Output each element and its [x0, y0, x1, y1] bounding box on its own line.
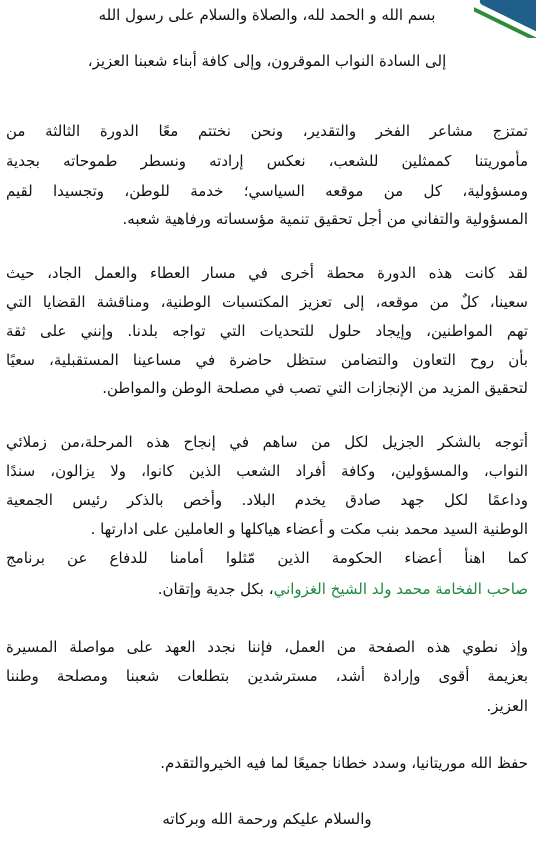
address-line: إلى السادة النواب الموقرون، وإلى كافة أبناء شعبنا العزيز،: [87, 52, 447, 70]
paragraph-1-line-4: المسؤولية والتفاني من أجل تحقيق تنمية مؤسساته ورفاهية شعبه.: [122, 210, 528, 228]
paragraph-3-line-5: كما اهنأ أعضاء الحكومة الذين مّثلوا أمامنا للدفاع عن برنامج: [6, 549, 528, 567]
paragraph-1-line-1: تمتزج مشاعر الفخر والتقدير، ونحن نختتم معًا الدورة الثالثة من: [6, 122, 528, 140]
paragraph-4-line-3: العزيز.: [486, 697, 528, 715]
basmala-line: بسم الله و الحمد لله، والصلاة والسلام على رسول الله: [98, 6, 436, 24]
paragraph-1-line-3: ومسؤولية، كل من موقعه السياسي؛ خدمة للوطن، وتجسيدا لقيم: [6, 182, 528, 200]
paragraph-3-line-1: أتوجه بالشكر الجزيل لكل من ساهم في إنجاح هذه المرحلة،من زملائي: [6, 433, 528, 451]
paragraph-3-line-6-rest: ، بكل جدية وإتقان.: [157, 580, 274, 598]
paragraph-3-line-4: الوطنية السيد محمد بنب مكت و أعضاء هياكلها و العاملين على ادارتها .: [90, 520, 528, 538]
closing-salutation: والسلام عليكم ورحمة الله وبركاته: [162, 810, 372, 828]
paragraph-4-line-1: وإذ نطوي هذه الصفحة من العمل، فإننا نجدد العهد على مواصلة المسيرة: [6, 638, 528, 656]
paragraph-3-line-6: [6, 578, 528, 602]
president-name: صاحب الفخامة محمد ولد الشيخ الغزواني: [273, 580, 528, 598]
paragraph-4-line-2: بعزيمة أقوى وإرادة أشد، مسترشدين بتطلعات شعبنا ومصلحة وطننا: [6, 667, 528, 685]
paragraph-2-line-5: لتحقيق المزيد من الإنجازات التي تصب في مصلحة الوطن والمواطن.: [102, 379, 528, 397]
paragraph-2-line-1: لقد كانت هذه الدورة محطة أخرى في مسار العطاء والعمل الجاد، حيث: [6, 264, 528, 282]
paragraph-3-line-2: النواب، والمسؤولين، وكافة أفراد الشعب الذين كانوا، ولا يزالون، سندًا: [6, 462, 528, 480]
paragraph-2-line-3: تهم المواطنين، وإيجاد حلول للتحديات التي تواجه بلدنا. وإنني على ثقة: [6, 322, 528, 340]
closing-prayer: حفظ الله موريتانيا، وسدد خطانا جميعًا لما فيه الخيروالتقدم.: [160, 754, 528, 772]
paragraph-2-line-4: بأن روح التعاون والتضامن ستظل حاضرة في مساعينا المستقبلية، سعيًا: [6, 351, 528, 369]
paragraph-2-line-2: سعينا، كلٌ من موقعه، إلى تعزيز المكتسبات الوطنية، ومناقشة القضايا التي: [6, 293, 528, 311]
paragraph-1-line-2: مأموريتنا كممثلين للشعب، نعكس إرادته ونسطر طموحاته بجدية: [6, 152, 528, 170]
paragraph-3-line-3: وداعمًا لكل جهد صادق يخدم البلاد. وأخص بالذكر رئيس الجمعية: [6, 491, 528, 509]
